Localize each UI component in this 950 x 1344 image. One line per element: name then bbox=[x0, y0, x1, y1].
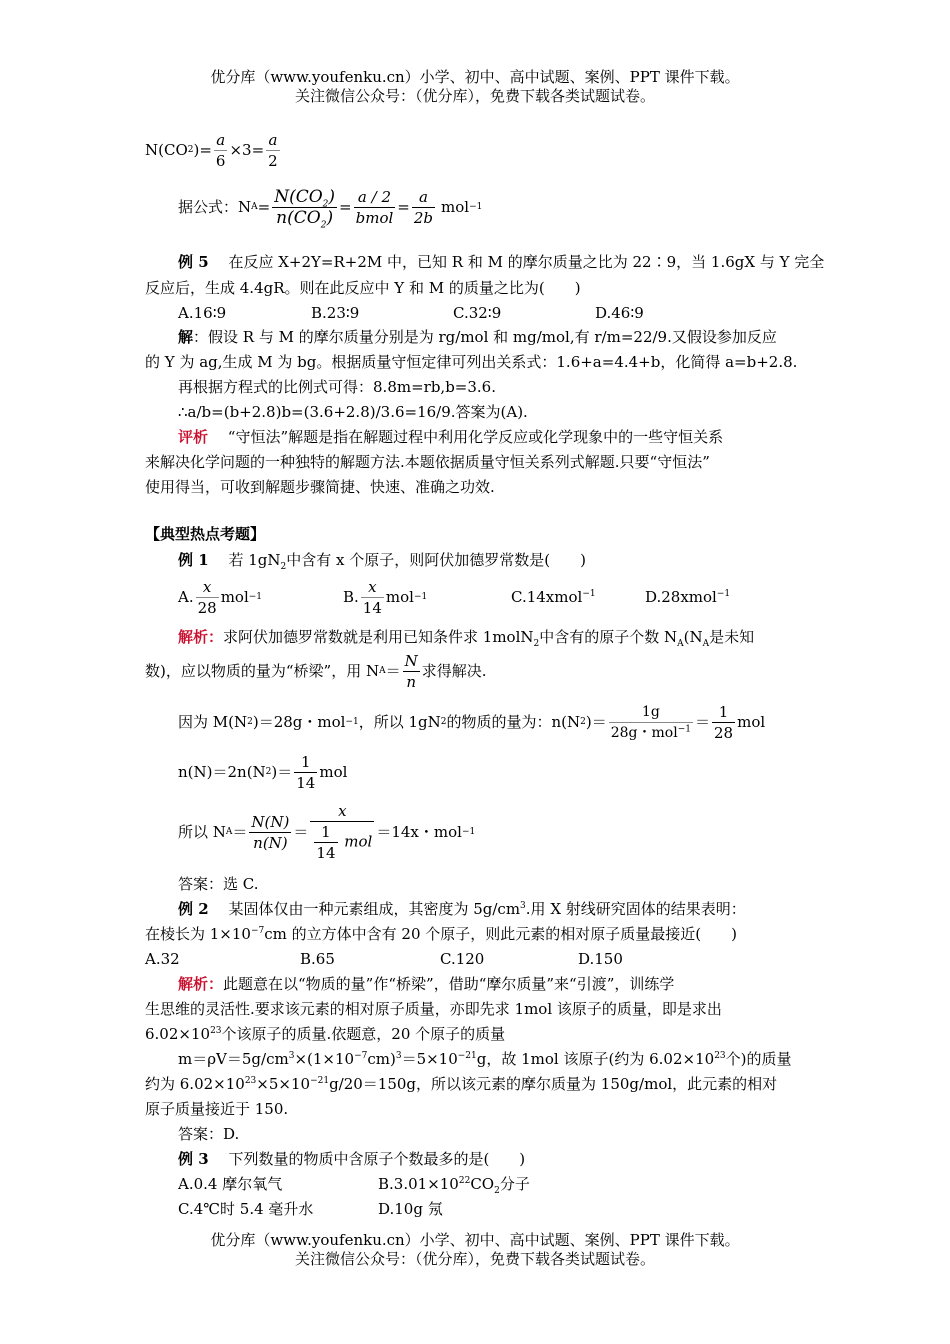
sub: 2 bbox=[494, 1186, 500, 1196]
fraction-n-over-n bbox=[272, 187, 337, 228]
header-line-1: 优分库（www.youfenku.cn）小学、初中、高中试题、案例、PPT 课件下载。 bbox=[210, 68, 740, 86]
formula-eq: = bbox=[257, 198, 271, 216]
fraction-a-2 bbox=[266, 130, 280, 171]
sup: 22 bbox=[458, 1176, 471, 1186]
nco2-equation: N(CO 2 )= $\frac{a}{6}$ ×3= $\frac{a}{2}$ bbox=[145, 130, 278, 170]
q2-option-c: C.120 bbox=[440, 950, 485, 968]
text: )＝28g・mol bbox=[252, 713, 346, 731]
frac-num: N bbox=[404, 651, 418, 670]
sup: 23 bbox=[244, 1076, 257, 1086]
frac-num: a bbox=[216, 130, 226, 149]
option-unit: mol bbox=[385, 588, 414, 606]
frac-den: 28 bbox=[714, 723, 734, 742]
frac-den: bmol bbox=[355, 208, 394, 227]
q2-option-b: B.65 bbox=[300, 950, 335, 968]
analysis-text: 中含有的原子个数 N bbox=[539, 628, 678, 646]
ex5-solution-3: 再根据方程式的比例式可得：8.8m=rb,b=3.6. bbox=[178, 378, 496, 396]
q3-option-c: C.4℃时 5.4 毫升水 bbox=[178, 1200, 314, 1218]
fraction-1g-28g bbox=[609, 702, 693, 743]
frac-den: 2b bbox=[413, 208, 434, 227]
text: n(N)＝2n(N bbox=[178, 763, 266, 781]
q3-option-b bbox=[378, 1174, 530, 1194]
q3-label: 例 3 bbox=[178, 1150, 209, 1168]
q1-text-a: 若 1gN bbox=[228, 551, 281, 569]
frac-den: 2 bbox=[268, 151, 278, 170]
ex5-solution-1 bbox=[178, 327, 777, 347]
text: 某固体仅由一种元素组成，其密度为 5g/cm bbox=[228, 900, 521, 918]
q1-option-d bbox=[645, 587, 730, 607]
frac-num: a bbox=[418, 187, 428, 206]
analysis-text: 求阿伏加德罗常数就是利用已知条件求 1molN bbox=[223, 628, 534, 646]
sup: −21 bbox=[457, 1051, 477, 1061]
text: 下列数量的物质中含原子个数最多的是( ) bbox=[228, 1150, 526, 1168]
den-end: ) bbox=[326, 207, 334, 228]
frac-den: 6 bbox=[215, 151, 226, 170]
q2-line-2 bbox=[145, 924, 737, 944]
num-sub: 2 bbox=[322, 198, 329, 209]
q2-answer: 答案：D. bbox=[178, 1125, 240, 1143]
header-line-2: 关注微信公众号：（优分库），免费下载各类试题试卷。 bbox=[294, 87, 655, 105]
analysis-label: 解析： bbox=[178, 628, 224, 646]
section-title: 【典型热点考题】 bbox=[145, 525, 266, 543]
q3-line-1 bbox=[178, 1149, 525, 1169]
ex5-solution-2: 的 Y 为 ag,生成 M 为 bg。根据质量守恒定律可列出关系式：1.6+a=4.4+b，化简得 a=b+2.8. bbox=[145, 353, 798, 371]
frac-den bbox=[272, 207, 337, 228]
den-text: 28g・mol bbox=[610, 724, 678, 741]
text: m＝ρV＝5g/cm bbox=[178, 1050, 289, 1068]
frac-den bbox=[609, 722, 693, 743]
footer-line-2: 关注微信公众号：（优分库），免费下载各类试题试卷。 bbox=[294, 1250, 655, 1268]
fraction-x-over-mol bbox=[310, 801, 374, 863]
unit: mol bbox=[319, 763, 348, 781]
q2-option-a: A.32 bbox=[145, 950, 180, 968]
ex5-text-1: 在反应 X+2Y=R+2M 中，已知 R 和 M 的摩尔质量之比为 22∶9，当 1.6gX 与 Y 完全 bbox=[228, 253, 825, 271]
frac-num: N(N) bbox=[251, 812, 290, 831]
q1-analysis-2: 数)，应以物质的量为“桥梁”，用 N A ＝ $\frac{N}{n}$ 求得解决. bbox=[145, 651, 487, 691]
fraction-1-14 bbox=[294, 752, 317, 793]
q2-analysis-6: 原子质量接近于 150. bbox=[145, 1100, 289, 1118]
den-sup: −1 bbox=[677, 723, 691, 734]
comment-text: “守恒法”解题是指在解题过程中利用化学反应或化学现象中的一些守恒关系 bbox=[227, 428, 724, 446]
text: 所以 N bbox=[178, 823, 226, 841]
ex5-label: 例 5 bbox=[178, 253, 209, 271]
q1-answer: 答案：选 C. bbox=[178, 875, 259, 893]
q2-analysis-3 bbox=[145, 1024, 505, 1044]
text: cm 的立方体中含有 20 个原子，则此元素的相对原子质量最接近( ) bbox=[264, 925, 737, 943]
num-text: N(CO bbox=[274, 186, 323, 207]
q1-label: 例 1 bbox=[178, 551, 209, 569]
ex5-comment-1 bbox=[178, 427, 723, 447]
q1-line-nn: n(N)＝2n(N 2 )＝ $\frac{1}{14}$ mol bbox=[178, 752, 348, 792]
text: ×(1×10 bbox=[294, 1050, 355, 1068]
sub: 2 bbox=[533, 639, 540, 649]
analysis-text: ＝ bbox=[385, 662, 401, 680]
frac-num: x bbox=[338, 802, 347, 820]
formula-prefix: 据公式：N bbox=[178, 198, 252, 216]
text: ＝ bbox=[232, 823, 248, 841]
analysis-label: 解析： bbox=[178, 975, 224, 993]
ex5-option-a: A.16∶9 bbox=[178, 304, 227, 322]
den-sub: 2 bbox=[320, 219, 327, 230]
text: g/20＝150g，所以该元素的摩尔质量为 150g/mol，此元素的相对 bbox=[329, 1075, 778, 1093]
ex5-option-d: D.46∶9 bbox=[595, 304, 644, 322]
option-sup: −1 bbox=[582, 589, 596, 599]
comment-label: 评析 bbox=[178, 428, 209, 446]
sup: 23 bbox=[714, 1051, 726, 1061]
q1-option-c bbox=[511, 587, 596, 607]
option-text: C.14xmol bbox=[511, 588, 583, 606]
fraction-a2-bmol bbox=[354, 187, 396, 228]
frac-den: 14 bbox=[296, 773, 316, 792]
equals: ＝ bbox=[293, 823, 309, 841]
analysis-text: 求得解决. bbox=[421, 662, 487, 680]
equals: = bbox=[339, 198, 352, 216]
option-prefix: B. bbox=[343, 588, 359, 606]
frac-num: 1 bbox=[321, 823, 331, 841]
text: 6.02×10 bbox=[145, 1025, 211, 1043]
unit: mol bbox=[737, 713, 766, 731]
frac-num: x bbox=[202, 577, 212, 596]
ex5-comment-3: 使用得当，可收到解题步骤简捷、快速、准确之功效. bbox=[145, 478, 495, 496]
text: 因为 M(N bbox=[178, 713, 248, 731]
option-text: D.28xmol bbox=[645, 588, 717, 606]
ex5-comment-2: 来解决化学问题的一种独特的解题方法.本题依据质量守恒关系列式解题.只要“守恒法” bbox=[145, 453, 710, 471]
sub: A bbox=[677, 639, 684, 649]
num-end: ) bbox=[328, 186, 336, 207]
frac-num: x bbox=[368, 577, 377, 596]
q3-option-d: D.10g 氖 bbox=[378, 1200, 443, 1218]
sup: 23 bbox=[210, 1026, 222, 1036]
frac-num bbox=[272, 187, 337, 207]
frac-num: a / 2 bbox=[357, 187, 391, 206]
q1-line-na: 所以 N A ＝ $\frac{N(N)}{n(N)}$ ＝ x $\frac{1}{14}$ mol ＝14x・mol −1 bbox=[178, 802, 476, 862]
equals: = bbox=[397, 198, 410, 216]
q1-text-sub: 2 bbox=[280, 562, 287, 572]
sup: −21 bbox=[310, 1076, 330, 1086]
text: )＝ bbox=[585, 713, 607, 731]
text: ＝5×10 bbox=[401, 1050, 458, 1068]
fraction-a-2b bbox=[412, 187, 435, 228]
option-sup: −1 bbox=[716, 589, 731, 599]
ex5-option-b: B.23∶9 bbox=[311, 304, 360, 322]
unit: mol bbox=[441, 198, 470, 216]
analysis-text: 此题意在以“物质的量”作“桥梁”，借助“摩尔质量”来“引渡”，训练学 bbox=[223, 975, 675, 993]
fraction-1-28 bbox=[712, 702, 735, 743]
frac-den: n(N) bbox=[249, 832, 291, 853]
q3-option-a: A.0.4 摩尔氧气 bbox=[178, 1175, 283, 1193]
frac-den bbox=[310, 821, 374, 863]
text: )＝ bbox=[271, 763, 293, 781]
text: 个该原子的质量.依题意，20 个原子的质量 bbox=[221, 1025, 506, 1043]
frac-den: n bbox=[403, 671, 420, 692]
times-three: ×3= bbox=[229, 141, 265, 159]
text: ×5×10 bbox=[256, 1075, 311, 1093]
text: g，故 1mol 该原子(约为 6.02×10 bbox=[476, 1050, 715, 1068]
den-text: n(CO bbox=[276, 207, 321, 228]
sub: A bbox=[702, 639, 710, 649]
text: CO bbox=[470, 1175, 495, 1193]
sup: 3 bbox=[288, 1051, 295, 1061]
q1-line-molar: 因为 M(N 2 )＝28g・mol −1 ，所以 1gN 2 的物质的量为：n(N 2 )＝ $\frac{1g}{28g・mol^{-1}}$ ＝ $\frac{1}{28}$ mol bbox=[178, 702, 766, 742]
q1-text-b: 中含有 x 个原子，则阿伏加德罗常数是( ) bbox=[286, 551, 586, 569]
text: 在棱长为 1×10 bbox=[145, 925, 251, 943]
q2-analysis-2: 生思维的灵活性.要求该元素的相对原子质量，亦即先求 1mol 该原子的质量，即是求出 bbox=[145, 1000, 722, 1018]
ex5-option-c: C.32∶9 bbox=[453, 304, 502, 322]
fraction-x-14 bbox=[361, 577, 384, 618]
analysis-text: 数)，应以物质的量为“桥梁”，用 N bbox=[145, 662, 380, 680]
ex5-line-2: 反应后，生成 4.4gR。则在此反应中 Y 和 M 的质量之比为( ) bbox=[145, 279, 581, 297]
q2-label: 例 2 bbox=[178, 900, 209, 918]
text: ＝14x・mol bbox=[376, 823, 462, 841]
sup: 3 bbox=[520, 901, 526, 911]
fraction-nn-over-nn bbox=[249, 812, 291, 853]
equals: ＝ bbox=[694, 713, 710, 731]
analysis-text: (N bbox=[683, 628, 703, 646]
sup: −7 bbox=[354, 1051, 368, 1061]
q1-option-a: A. $\frac{x}{28}$ mol −1 bbox=[178, 577, 263, 617]
frac-den: 14 bbox=[316, 844, 336, 862]
solution-label: 解 bbox=[178, 328, 194, 346]
frac-den: 28 bbox=[197, 598, 217, 617]
q2-analysis-4 bbox=[178, 1049, 792, 1069]
fraction-x-28 bbox=[196, 577, 219, 618]
analysis-text: 是未知 bbox=[709, 628, 755, 646]
frac-num: 1 bbox=[718, 702, 729, 721]
text: B.3.01×10 bbox=[378, 1175, 459, 1193]
sup: 3 bbox=[395, 1051, 402, 1061]
q2-analysis-1 bbox=[178, 974, 674, 994]
frac-den: 14 bbox=[362, 598, 382, 617]
text: 约为 6.02×10 bbox=[145, 1075, 245, 1093]
q1-line-1 bbox=[178, 550, 586, 570]
text: .用 X 射线研究固体的结果表明： bbox=[525, 900, 746, 918]
text: 分子 bbox=[499, 1175, 530, 1193]
mol-unit: mol bbox=[344, 832, 373, 851]
text: 的物质的量为：n(N bbox=[446, 713, 581, 731]
sup: −7 bbox=[250, 926, 265, 936]
frac-num: 1g bbox=[641, 703, 660, 720]
text: 个)的质量 bbox=[725, 1050, 792, 1068]
text: cm) bbox=[367, 1050, 396, 1068]
frac-num: 1 bbox=[301, 752, 311, 771]
fraction-1-14-inner bbox=[314, 822, 337, 863]
q2-option-d: D.150 bbox=[578, 950, 623, 968]
option-prefix: A. bbox=[178, 588, 194, 606]
q1-option-b: B. $\frac{x}{14}$ mol −1 bbox=[343, 577, 428, 617]
option-unit: mol bbox=[220, 588, 249, 606]
footer-line-1: 优分库（www.youfenku.cn）小学、初中、高中试题、案例、PPT 课件下载。 bbox=[210, 1231, 740, 1249]
fraction-n-over-n-small bbox=[403, 651, 420, 692]
frac-num: a bbox=[268, 130, 278, 149]
ex5-line-1 bbox=[178, 252, 824, 272]
q1-analysis-1 bbox=[178, 627, 754, 647]
na-formula: 据公式：N A = $\frac{N(CO_2)}{n(CO_2)}$ = $\frac{a / 2}{\text{bmol}}$ = $\frac{a}{2b}$ mol −1 bbox=[178, 186, 483, 230]
q2-line-1 bbox=[178, 899, 746, 919]
q2-analysis-5 bbox=[145, 1074, 777, 1094]
ex5-solution-4: ∴a/b=(b+2.8)b=(3.6+2.8)/3.6=16/9.答案为(A). bbox=[178, 403, 528, 421]
nco2-prefix: N(CO bbox=[145, 141, 188, 159]
solution-text: ：假设 R 与 M 的摩尔质量分别是为 rg/mol 和 mg/mol,有 r/m=22/9.又假设参加反应 bbox=[193, 328, 777, 346]
nco2-mid: )= bbox=[193, 141, 212, 159]
fraction-a-6 bbox=[214, 130, 228, 171]
text: ，所以 1gN bbox=[358, 713, 441, 731]
